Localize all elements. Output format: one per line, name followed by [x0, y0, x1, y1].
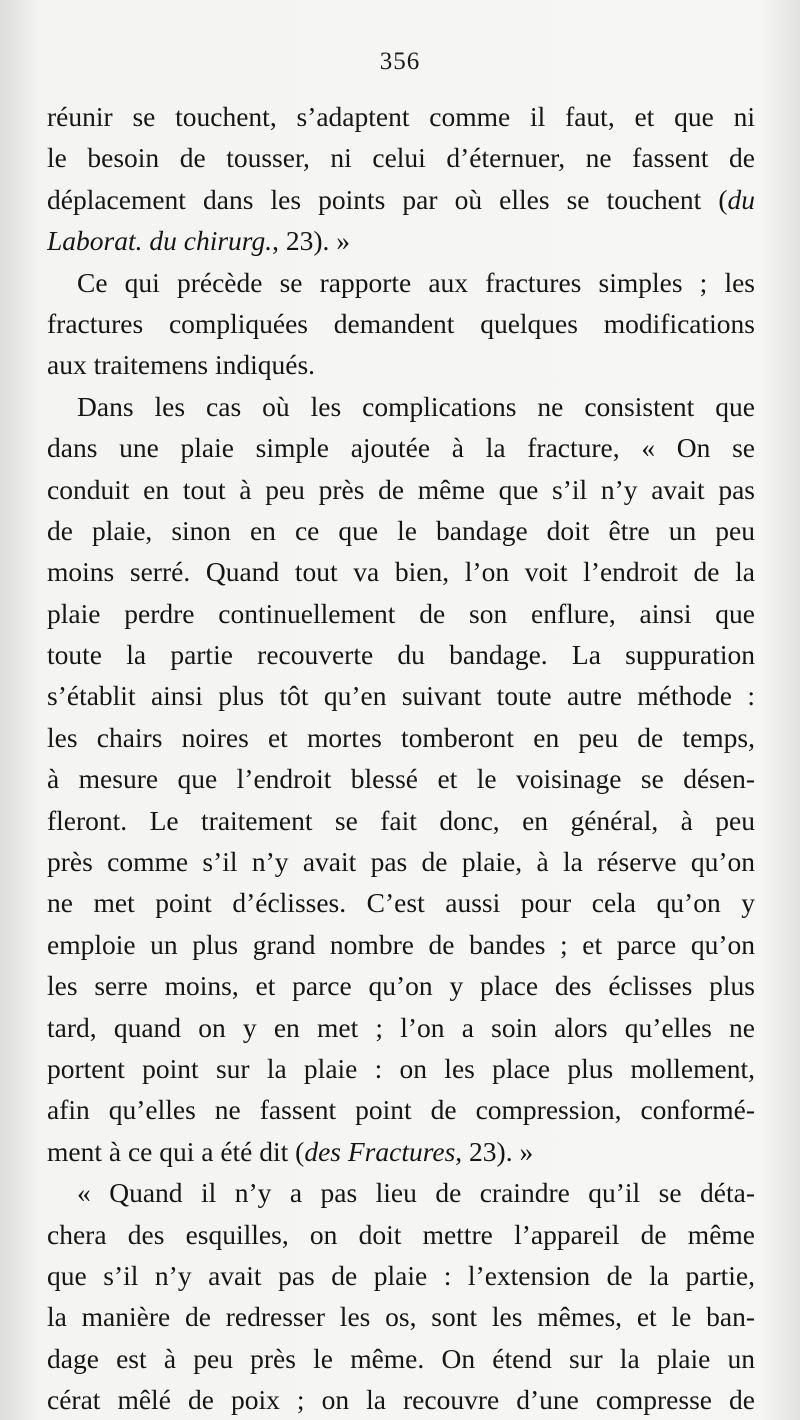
text-line: aux traitemens indiqués.: [47, 349, 316, 381]
text-line: fleront. Le traitement se fait donc, en général, à peu: [47, 804, 755, 836]
text-line: s’établit ainsi plus tôt qu’en suivant toute autre méthode :: [47, 680, 755, 712]
text-line: chera des esquilles, on doit mettre l’appareil de même: [47, 1218, 755, 1250]
text-line: la manière de redresser les os, sont les mêmes, et le ban-: [47, 1301, 755, 1333]
text-line: de plaie, sinon en ce que le bandage doit être un peu: [47, 514, 755, 546]
text-line: le besoin de tousser, ni celui d’éternuer, ne fassent de: [47, 142, 755, 174]
text-line: Ce qui précède se rapporte aux fractures simples ; les: [77, 266, 755, 298]
italic-citation: des Fractures: [304, 1135, 456, 1167]
text-line: cérat mêlé de poix ; on la recouvre d’une compresse de: [47, 1384, 755, 1416]
text-line: à mesure que l’endroit blessé et le voisinage se désen-: [47, 763, 755, 795]
text-span: déplacement dans les points par où elles se touchent (: [47, 183, 728, 215]
text-line: ne met point d’éclisses. C’est aussi pour cela qu’on y: [47, 887, 755, 919]
text-line: plaie perdre continuellement de son enflure, ainsi que: [47, 597, 755, 629]
text-span: ment à ce qui a été dit (: [47, 1135, 305, 1167]
text-line: les chairs noires et mortes tomberont en peu de temps,: [47, 721, 755, 753]
text-line: les serre moins, et parce qu’on y place des éclisses plus: [47, 970, 755, 1002]
text-line: près comme s’il n’y avait pas de plaie, à la réserve qu’on: [47, 846, 755, 878]
text-line: conduit en tout à peu près de même que s’il n’y avait pas: [47, 473, 755, 505]
text-line: que s’il n’y avait pas de plaie : l’extension de la partie,: [47, 1259, 755, 1291]
text-line: dage est à peu près le même. On étend sur la plaie un: [47, 1342, 755, 1374]
text-line: emploie un plus grand nombre de bandes ; et parce qu’on: [47, 928, 755, 960]
text-line: afin qu’elles ne fassent point de compression, conformé-: [47, 1094, 755, 1126]
text-line: [47, 179, 755, 220]
italic-citation: Laborat. du chirurg.: [47, 225, 273, 257]
text-line: portent point sur la plaie : on les place plus mollement,: [47, 1052, 755, 1084]
text-line: [47, 220, 755, 261]
text-line: réunir se touchent, s’adaptent comme il faut, et que ni: [47, 101, 755, 132]
text-line: « Quand il n’y a pas lieu de craindre qu’il se déta-: [77, 1177, 755, 1209]
italic-citation: du: [727, 183, 755, 215]
text-line: tard, quand on y en met ; l’on a soin alors qu’elles ne: [47, 1011, 755, 1043]
text-line: dans une plaie simple ajoutée à la fracture, « On se: [47, 432, 755, 464]
text-span: , 23). »: [272, 225, 351, 257]
text-span: , 23). »: [455, 1135, 534, 1167]
text-line: fractures compliquées demandent quelques modifications: [47, 307, 755, 339]
text-line: [47, 1131, 755, 1172]
page-number: 356: [379, 48, 421, 75]
text-line: toute la partie recouverte du bandage. La suppuration: [47, 639, 755, 671]
body-text: [47, 96, 755, 1420]
text-line: Dans les cas où les complications ne consistent que: [77, 390, 755, 422]
text-line: moins serré. Quand tout va bien, l’on voit l’endroit de la: [47, 556, 755, 588]
